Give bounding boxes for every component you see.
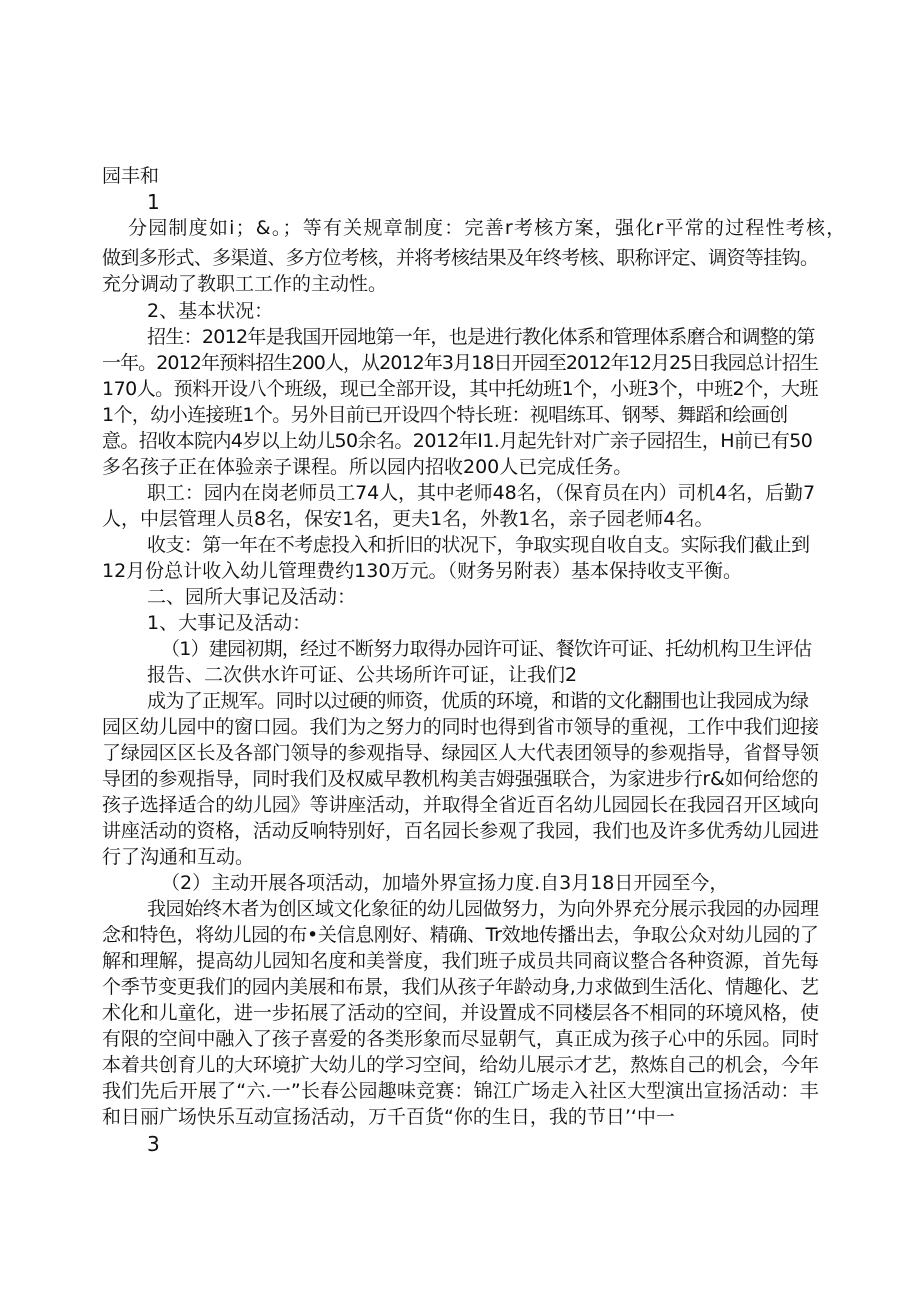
text-line: 念和特色，将幼儿园的布•关信息刚好、精确、Tr效地传播出去，争取公众对幼儿园的了 <box>102 924 819 946</box>
text-line: 术化和儿童化，进一步拓展了活动的空间，并设置成不同楼层各不相同的环境风格，使 <box>102 1002 819 1024</box>
text-line: 多名孩子正在体验亲子课程。所以园内招收200人已完成任务。 <box>102 456 633 478</box>
text-line: 做到多形式、多渠道、多方位考核，并将考核结果及年终考核、职称评定、调资等挂钩。 <box>102 247 819 269</box>
text-line: 成为了正规军。同时以过硬的师资，优质的环境，和谐的文化翻围也让我园成为绿 <box>147 690 809 712</box>
text-line: （2）主动开展各项活动，加墙外界宣扬力度.自3月18日开园至今， <box>161 872 729 894</box>
text-line: 2、基本状况： <box>147 300 274 322</box>
text-line: 分园制度如i；&。；等有关规章制度：完善r考核方案，强化r平常的过程性考核， <box>128 217 847 239</box>
text-line: 讲座活动的资格，活动反响特别好，百名园长参观了我园，我们也及许多优秀幼儿园进 <box>102 820 819 842</box>
text-line: 解和理解，提高幼儿园知名度和美誉度，我们班子成员共同商议整合各种资源，首先每 <box>102 950 819 972</box>
text-line: 意。招收本院内4岁以上幼儿50余名。2012年I1.月起先针对广亲子园招生，H前已有50 <box>102 430 813 452</box>
header-fragment: 园丰和 <box>102 165 160 187</box>
text-line: 1个，幼小连接班1个。另外目前已开设四个特长班：视唱练耳、钢琴、舞蹈和绘画创 <box>102 404 788 426</box>
text-line: 本着共创育儿的大环境扩大幼儿的学习空间，给幼儿展示才艺，熬炼自己的机会，今年 <box>102 1054 819 1076</box>
text-line: 收支：第一年在不考虑投入和折旧的状况下，争取实现自收自支。实际我们截止到 <box>147 534 810 556</box>
text-line: 1、大事记及活动： <box>147 612 312 634</box>
text-line: 行了沟通和互动。 <box>102 846 255 868</box>
text-line: 170人。预料开设八个班级，现已全部开设，其中托幼班1个，小班3个，中班2个，大班 <box>102 378 819 400</box>
page-number-top: 1 <box>147 190 160 214</box>
text-line: （1）建园初期，经过不断努力取得办园许可证、餐饮许可证、托幼机构卫生评估 <box>161 638 812 660</box>
text-line: 了绿园区区长及各部门领导的参观指导、绿园区人大代表团领导的参观指导，省督导领 <box>102 742 819 764</box>
text-line: 充分调动了教职工工作的主动性。 <box>102 273 388 295</box>
text-line: 人，中层管理人员8名，保安1名，更夫1名，外教1名，亲子园老师4名。 <box>102 508 714 530</box>
text-line: 职工：园内在岗老师员工74人，其中老师48名，（保育员在内）司机4名，后勤7 <box>147 482 815 504</box>
text-line: 我们先后开展了“六.一”长春公园趣味竞赛：锦江广场走入社区大型演出宣扬活动：丰 <box>102 1080 819 1102</box>
text-line: 园区幼儿园中的窗口园。我们为之努力的同时也得到省市领导的重视，工作中我们迎接 <box>102 716 819 738</box>
text-line: 个季节变更我们的园内美展和布景，我们从孩子年龄动身,力求做到生活化、情趣化、艺 <box>102 976 819 998</box>
text-line: 报告、二次供水许可证、公共场所许可证，让我们2 <box>147 664 578 686</box>
text-line: 有限的空间中融入了孩子喜爱的各类形象而尽显朝气，真正成为孩子心中的乐园。同时 <box>102 1028 819 1050</box>
text-line: 招生：2012年是我国开园地第一年，也是进行教化体系和管理体系磨合和调整的第 <box>147 326 815 348</box>
text-line: 我园始终木者为创区域文化象征的幼儿园做努力，为向外界充分展示我园的办园理 <box>147 898 819 920</box>
text-line: 孩子选择适合的幼儿园》等讲座活动，并取得全省近百名幼儿园园长在我园召开区域向 <box>102 794 819 816</box>
text-line: 和日丽广场快乐互动宣扬活动，万千百货“你的生日，我的节日’‘中一 <box>102 1106 675 1128</box>
page-number-bottom: 3 <box>147 1132 160 1156</box>
text-line: 导团的参观指导，同时我们及权威早教机构美吉姆强强联合，为家进步行r&如何给您的 <box>102 768 819 790</box>
text-line: 12月份总计收入幼儿管理费约130万元。（财务另附表）基本保持收支平衡。 <box>102 560 742 582</box>
text-line: 一年。2012年预料招生200人，从2012年3月18日开园至2012年12月25日我园总计招生 <box>102 352 819 374</box>
text-line: 二、园所大事记及活动： <box>147 586 357 608</box>
